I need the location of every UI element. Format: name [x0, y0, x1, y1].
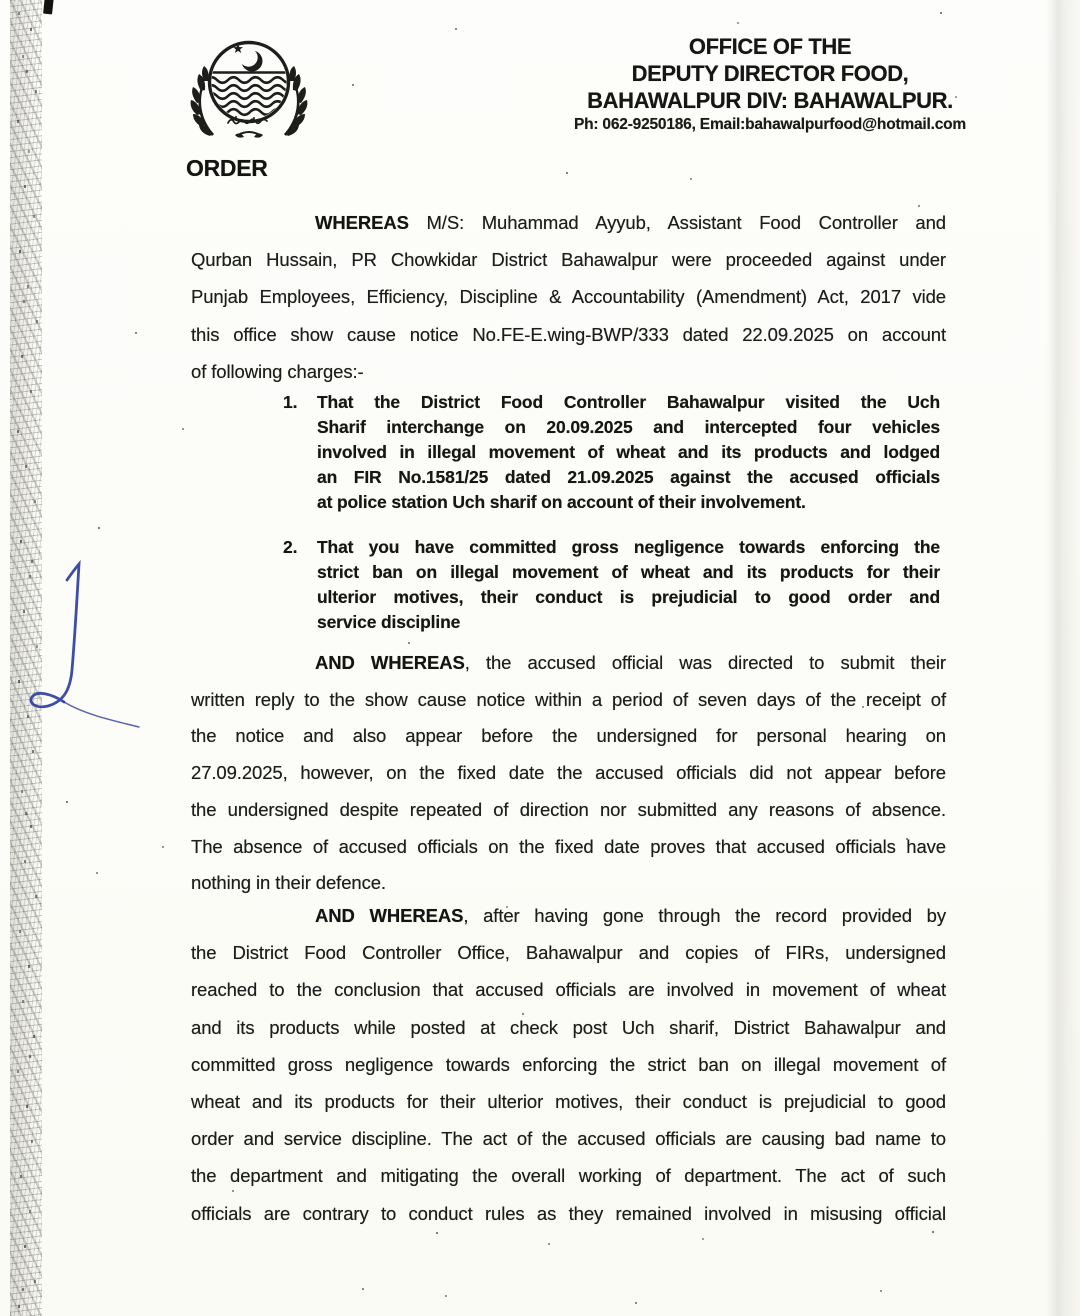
text-line: nothing in their defence.	[191, 872, 386, 894]
charges-list	[283, 390, 940, 655]
text-line: and its products while posted at check post Uch sharif, District Bahawalpur and	[191, 1016, 946, 1038]
text-line: AND WHEREAS, the accused official was directed to submit their	[315, 652, 946, 673]
charge-text	[317, 390, 940, 515]
text-line: WHEREAS M/S: Muhammad Ayyub, Assistant Food Controller and	[315, 212, 946, 233]
punjab-government-emblem	[188, 37, 310, 139]
scan-top-mark	[43, 0, 54, 14]
charge-number: 1.	[283, 392, 298, 412]
text-line: written reply to the show cause notice within a period of seven days of the receipt of	[191, 688, 946, 710]
text-line: Punjab Employees, Efficiency, Discipline & Accountability (Amendment) Act, 2017 vide	[191, 286, 946, 308]
text-line: involved in illegal movement of wheat and its products and lodged	[317, 442, 940, 462]
text-line: service discipline	[317, 612, 461, 632]
office-contact-line: Ph: 062-9250186, Email:bahawalpurfood@hotmail.com	[573, 116, 967, 133]
text-line: officials are contrary to conduct rules as they remained involved in misusing official	[191, 1202, 946, 1224]
handwritten-ink-mark	[18, 548, 158, 743]
order-heading: ORDER	[186, 155, 268, 181]
text-line: order and service discipline. The act of the accused officials are causing bad name to	[191, 1128, 946, 1150]
text-line: this office show cause notice No.FE-E.wing-BWP/333 dated 22.09.2025 on account	[191, 323, 946, 345]
text-line: the department and mitigating the overall working of department. The act of such	[191, 1165, 946, 1187]
office-title-line-3: BAHAWALPUR DIV: BAHAWALPUR.	[587, 88, 953, 113]
office-title-line-2: DEPUTY DIRECTOR FOOD,	[631, 61, 909, 86]
letterhead	[552, 33, 988, 135]
text-line: at police station Uch sharif on account of their involvement.	[317, 492, 806, 512]
text-line: committed gross negligence towards enforcing the strict ban on illegal movement of	[191, 1053, 946, 1075]
text-line: The absence of accused officials on the fixed date proves that accused officials have	[191, 835, 946, 857]
text-line: the notice and also appear before the undersigned for personal hearing on	[191, 725, 946, 747]
charge-number: 2.	[283, 537, 298, 557]
text-line: the undersigned despite repeated of direction nor submitted any reasons of absence.	[191, 798, 946, 820]
text-line: That you have committed gross negligence towards enforcing the	[317, 537, 940, 557]
text-line: That the District Food Controller Bahawalpur visited the Uch	[317, 392, 940, 412]
paragraph-whereas-intro	[191, 204, 946, 390]
office-title-line-1: OFFICE OF THE	[688, 34, 852, 59]
text-line: of following charges:-	[191, 360, 364, 382]
text-line: an FIR No.1581/25 dated 21.09.2025 against the accused officials	[317, 467, 940, 487]
scan-right-edge-shade	[1046, 0, 1080, 1316]
text-line: the District Food Controller Office, Bahawalpur and copies of FIRs, undersigned	[191, 942, 946, 964]
charge-text	[317, 535, 940, 635]
text-line: reached to the conclusion that accused officials are involved in movement of wheat	[191, 979, 946, 1001]
scan-noise-dots	[0, 0, 2, 2]
charge-item-1	[283, 390, 940, 515]
paragraph-and-whereas-hearing	[191, 645, 946, 902]
paragraph-and-whereas-record	[191, 897, 946, 1232]
text-line: ulterior motives, their conduct is prejudicial to good order and	[317, 587, 940, 607]
charge-item-2	[283, 535, 940, 635]
text-line: 27.09.2025, however, on the fixed date the accused officials did not appear before	[191, 762, 946, 784]
text-line: AND WHEREAS, after having gone through the record provided by	[315, 905, 946, 926]
text-line: strict ban on illegal movement of wheat and its products for their	[317, 562, 940, 582]
text-line: Sharif interchange on 20.09.2025 and intercepted four vehicles	[317, 417, 940, 437]
text-line: wheat and its products for their ulterior motives, their conduct is prejudicial to good	[191, 1091, 946, 1113]
text-line: Qurban Hussain, PR Chowkidar District Bahawalpur were proceeded against under	[191, 249, 946, 271]
